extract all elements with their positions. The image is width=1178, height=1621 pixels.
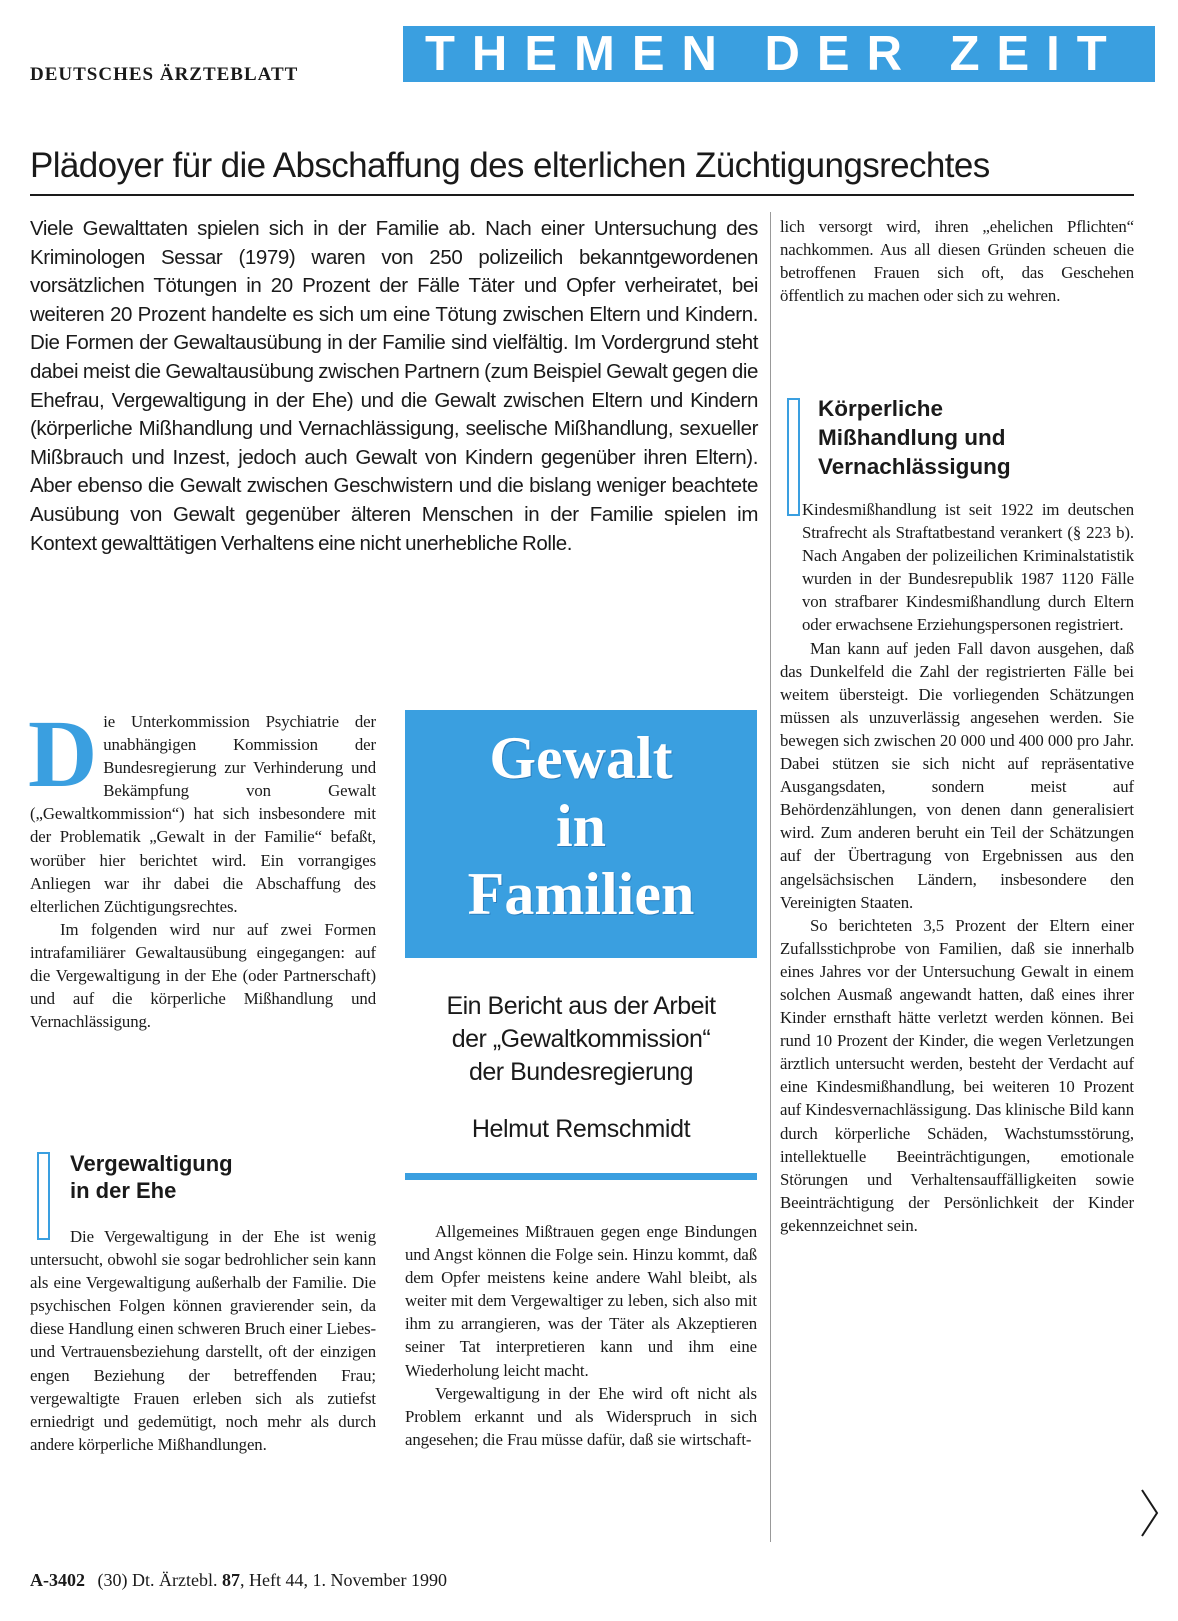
intro-paragraph bbox=[28, 700, 376, 918]
subhead-line: Körperliche bbox=[818, 396, 944, 421]
paragraph: lich versorgt wird, ihren „ehelichen Pflichten“ nachkommen. Aus all diesen Gründen scheuen die betroffenen Frauen sich oft, das Geschehen öffentlich zu machen oder sich zu wehren. bbox=[780, 217, 1134, 306]
page-footer bbox=[30, 1568, 447, 1592]
column-1-body bbox=[30, 1225, 376, 1456]
drop-cap: D bbox=[28, 700, 98, 807]
intro-text: ie Unterkommission Psychiatrie der unabhängigen Kommission der Bundesregierung zur Verhinderung und Bekämpfung von Gewalt („Gewaltkommission“) hat sich insbesondere mit der Problematik „Gewalt in der Familie“ befaßt, worüber hier berichtet wird. Ein vorrangiges Anliegen war ihr dabei die Abschaffung des elterlichen Züchtigungsrechtes. bbox=[30, 712, 376, 916]
article-headline: Plädoyer für die Abschaffung des elterlichen Züchtigungsrechtes bbox=[30, 142, 1134, 196]
subhead-line: Mißhandlung und bbox=[818, 425, 1006, 450]
feature-title-line: Gewalt bbox=[489, 725, 673, 791]
section-banner bbox=[403, 26, 1155, 82]
lead-paragraph: Viele Gewalttaten spielen sich in der Familie ab. Nach einer Untersuchung des Kriminologen Sessar (1979) waren von 250 polizeilich bekanntgewordenen vorsätzlichen Tötungen in 20 Prozent der Fälle Täter und Opfer verheiratet, bei weiteren 20 Prozent handelte es sich um eine Tötung zwischen Eltern und Kindern. Die Formen der Gewaltausübung in der Familie sind vielfältig. Im Vordergrund steht dabei meist die Gewaltausübung zwischen Partnern (zum Beispiel Gewalt gegen die Ehefrau, Vergewaltigung in der Ehe) und die Gewalt zwischen Eltern und Kindern (körperliche Mißhandlung und Vernachlässigung, seelische Mißhandlung, sexueller Mißbrauch und Inzest, jedoch auch Gewalt von Kindern gegenüber ihren Eltern). Aber ebenso die Gewalt zwischen Geschwistern und die bislang weniger beachtete Ausübung von Gewalt gegenüber älteren Menschen in der Familie spielen im Kontext gewalttätigen Verhaltens eine nicht unerhebliche Rolle. bbox=[30, 217, 758, 555]
paragraph: So berichteten 3,5 Prozent der Eltern einer Zufallsstichprobe von Familien, daß sie innerhalb eines Jahres vor der Untersuchung Gewalt in einem solchen Ausmaß angewandt hatten, daß eines ihrer Kinder ernsthaft hätte verletzt werden können. Bei rund 10 Prozent der Kinder, die wegen Verletzungen ärztlich untersucht werden, besteht der Verdacht auf eine Kindesmißhandlung, bei weiteren 10 Prozent auf Kindesvernachlässigung. Das klinische Bild kann durch körperliche Schäden, Wachstumsstörung, intellektuelle Beeinträchtigungen, emotionale Störungen und Verhaltensauffälligkeiten sowie Beeinträchtigung der Persönlichkeit der Kinder gekennzeichnet sein. bbox=[780, 915, 1134, 1235]
masthead: DEUTSCHES ÄRZTEBLATT bbox=[30, 64, 299, 85]
paragraph: Vergewaltigung in der Ehe wird oft nicht als Problem erkannt und als Widerspruch in sich angesehen; die Frau müsse dafür, daß sie wirtschaft- bbox=[405, 1383, 757, 1449]
paragraph: Allgemeines Mißtrauen gegen enge Bindungen und Angst können die Folge sein. Hinzu kommt, daß dem Opfer meistens keine andere Wahl bleibt, als weiter mit dem Vergewaltiger zu leben, sich also mit ihm zu arrangieren, was der Täter als Akzeptieren seiner Tat interpretieren kann und ihm eine Wiederholung leicht macht. bbox=[405, 1222, 757, 1380]
issue-date: , Heft 44, 1. November 1990 bbox=[239, 1570, 447, 1590]
feature-subtitle bbox=[400, 990, 762, 1089]
journal-volume: 87 bbox=[221, 1570, 240, 1590]
subhead-line: in der Ehe bbox=[70, 1178, 177, 1203]
column-divider bbox=[770, 212, 771, 1542]
paragraph: Die Vergewaltigung in der Ehe ist wenig untersucht, obwohl sie sogar bedrohlicher sein kann als eine Vergewaltigung außerhalb der Familie. Die psychischen Folgen können gravierender sein, da diese Handlung einen schweren Bruch einer Liebes- und Vertrauensbeziehung darstellt, oft der einzigen engen Beziehung der betreffenden Frau; vergewaltigte Frauen erleben sich als zutiefst erniedrigt und gedemütigt, noch mehr als durch andere körperliche Mißhandlungen. bbox=[30, 1227, 376, 1454]
feature-title-box bbox=[405, 710, 757, 958]
column-2-body bbox=[405, 1220, 757, 1451]
paragraph: Kindesmißhandlung ist seit 1922 im deutschen Strafrecht als Straftatbestand verankert (§ 223 b). Nach Angaben der polizeilichen Kriminalstatistik wurden in der Bundesrepublik 1987 1120 Fälle von strafbarer Kindesmißhandlung durch Eltern oder erwachsene Erziehungspersonen registriert. bbox=[802, 500, 1134, 635]
subhead-line: Vernachlässigung bbox=[818, 454, 1011, 479]
chevron-right-icon bbox=[1140, 1488, 1160, 1538]
paragraph: Im folgenden wird nur auf zwei Formen intrafamiliärer Gewaltausübung eingegangen: auf die Vergewaltigung in der Ehe (oder Partnerschaft) und auf die körperliche Mißhandlung und Vernachlässigung. bbox=[30, 919, 376, 1032]
feature-title-line: Familien bbox=[467, 861, 695, 927]
subtitle-line: Ein Bericht aus der Arbeit bbox=[446, 992, 716, 1020]
column-3-top bbox=[780, 215, 1134, 307]
feature-divider-bar bbox=[405, 1173, 757, 1180]
subtitle-line: der „Gewaltkommission“ bbox=[451, 1025, 711, 1053]
subhead-vergewaltigung bbox=[70, 1150, 370, 1204]
author-name: Helmut Remschmidt bbox=[471, 1115, 691, 1143]
column-3-body bbox=[780, 498, 1134, 1237]
journal-name: Dt. Ärztebl. bbox=[132, 1570, 218, 1590]
paragraph: Man kann auf jeden Fall davon ausgehen, daß das Dunkelfeld die Zahl der registrierten Fälle bei weitem übersteigt. Die vorliegenden Schätzungen müssen als unzuverlässig angesehen werden. Sie bewegen sich zwischen 20 000 und 400 000 pro Jahr. Dabei stützen sie sich nicht auf repräsentative Ausgangsdaten, sondern meist auf Behördenzählungen, von denen dann generalisiert wird. Zum anderen beruht ein Teil der Schätzungen auf der Übertragung von Ergebnissen aus den angelsächsischen Ländern, insbesondere den Vereinigten Staaten. bbox=[780, 638, 1134, 912]
page-code: A-3402 bbox=[30, 1570, 85, 1590]
section-banner-text: THEMEN DER ZEIT bbox=[425, 27, 1124, 81]
subhead-line: Vergewaltigung bbox=[70, 1151, 233, 1176]
feature-title-line: in bbox=[555, 793, 607, 859]
column-1-intro bbox=[28, 700, 376, 1033]
page-number: (30) bbox=[97, 1570, 128, 1590]
subhead-koerperliche-misshandlung bbox=[818, 394, 1138, 481]
subtitle-line: der Bundesregierung bbox=[469, 1058, 693, 1086]
